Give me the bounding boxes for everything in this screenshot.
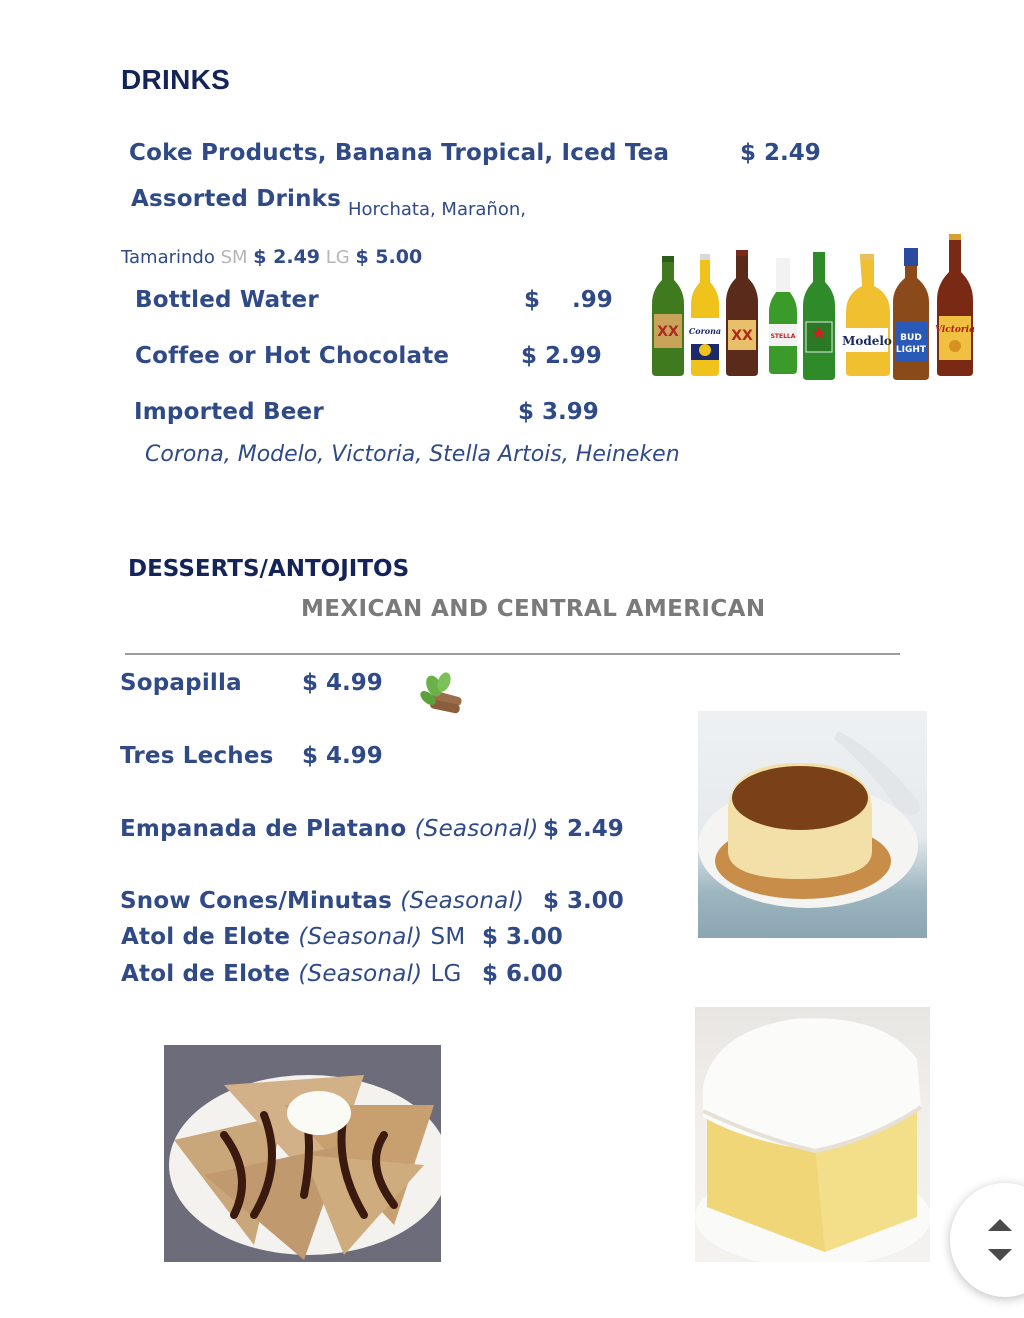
bottled-water-price: $ .99	[524, 287, 613, 313]
assorted-drinks-desc: Horchata, Marañon,	[348, 199, 526, 220]
tres-leches-price: $ 4.99	[302, 743, 383, 769]
svg-text:XX: XX	[731, 328, 753, 344]
beer-bottles-illustration	[648, 232, 978, 380]
beer-bottles-image	[648, 232, 978, 380]
section-divider	[125, 653, 900, 655]
beer-brands: Corona, Modelo, Victoria, Stella Artois, Heineken	[145, 442, 680, 467]
atol-lg-item	[121, 961, 462, 987]
coke-products-price: $ 2.49	[740, 140, 821, 166]
sopapilla-photo	[164, 1045, 441, 1262]
desserts-heading: DESSERTS/ANTOJITOS	[128, 556, 410, 582]
empanada-price: $ 2.49	[543, 816, 624, 842]
lg-price: $ 5.00	[355, 246, 423, 268]
svg-text:Modelo: Modelo	[842, 334, 892, 348]
svg-text:XX: XX	[657, 324, 679, 340]
svg-text:Victoria: Victoria	[935, 325, 975, 335]
snow-cones-item	[120, 888, 524, 914]
desserts-subtitle: MEXICAN AND CENTRAL AMERICAN	[301, 596, 766, 622]
sm-label: SM	[220, 247, 248, 268]
snow-cones-price: $ 3.00	[543, 888, 624, 914]
tamarindo-label: Tamarindo	[121, 247, 215, 268]
empanada-name: Empanada de Platano	[120, 816, 407, 842]
svg-text:LIGHT: LIGHT	[895, 345, 927, 355]
empanada-note: (Seasonal)	[414, 816, 539, 842]
snow-cones-note: (Seasonal)	[400, 888, 525, 914]
sopapilla-price: $ 4.99	[302, 670, 383, 696]
tres-leches-item: Tres Leches	[120, 743, 274, 769]
atol-sm-size: SM	[430, 924, 466, 950]
imported-beer-price: $ 3.99	[518, 399, 599, 425]
empanada-item	[120, 816, 539, 842]
flan-photo	[698, 711, 927, 938]
svg-text:Corona: Corona	[688, 326, 722, 336]
atol-lg-name: Atol de Elote	[121, 961, 291, 987]
scroll-up-down-button[interactable]	[950, 1183, 1024, 1297]
atol-lg-note: (Seasonal)	[298, 961, 423, 987]
scroll-down-icon[interactable]	[988, 1249, 1012, 1261]
imported-beer-item: Imported Beer	[134, 399, 324, 425]
assorted-drinks-item: Assorted Drinks	[131, 186, 342, 212]
atol-sm-item	[121, 924, 465, 950]
drinks-heading: DRINKS	[121, 64, 231, 95]
tres-leches-photo	[695, 1007, 930, 1262]
svg-text:BUD: BUD	[900, 333, 922, 343]
atol-sm-name: Atol de Elote	[121, 924, 291, 950]
atol-lg-size: LG	[430, 961, 462, 987]
atol-sm-price: $ 3.00	[482, 924, 563, 950]
snow-cones-name: Snow Cones/Minutas	[120, 888, 393, 914]
svg-text:STELLA: STELLA	[770, 333, 796, 340]
scroll-up-icon[interactable]	[988, 1219, 1012, 1231]
coffee-item: Coffee or Hot Chocolate	[135, 343, 450, 369]
atol-lg-price: $ 6.00	[482, 961, 563, 987]
atol-sm-note: (Seasonal)	[298, 924, 423, 950]
coffee-price: $ 2.99	[521, 343, 602, 369]
bottled-water-item: Bottled Water	[135, 287, 319, 313]
sopapilla-item: Sopapilla	[120, 670, 242, 696]
cinnamon-mint-icon	[414, 664, 470, 720]
coke-products-item: Coke Products, Banana Tropical, Iced Tea	[129, 140, 670, 166]
assorted-drinks-sizes	[121, 246, 422, 268]
sm-price: $ 2.49	[253, 246, 321, 268]
lg-label: LG	[325, 247, 350, 268]
